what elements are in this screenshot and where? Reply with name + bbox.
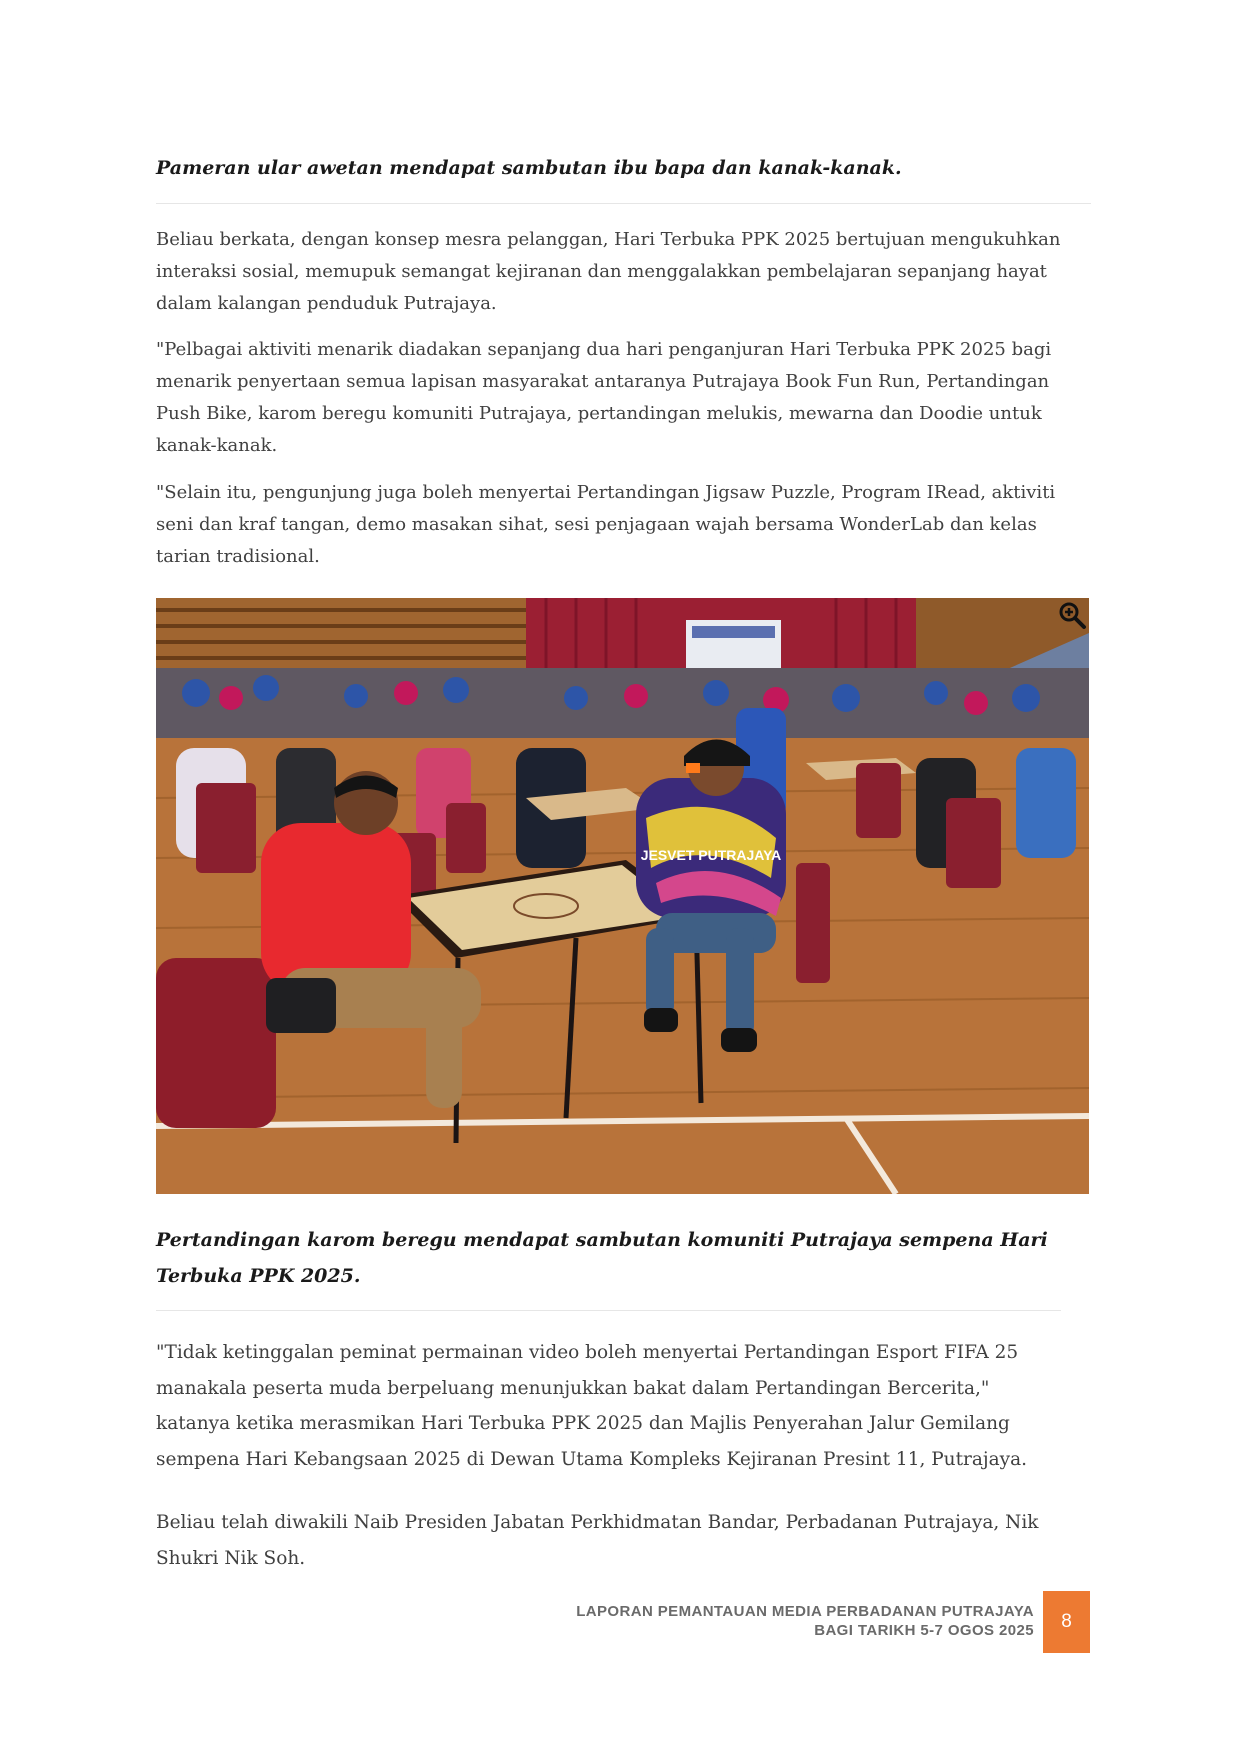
page-number: 8 [1043, 1591, 1090, 1653]
paragraph-1: Beliau berkata, dengan konsep mesra pelanggan, Hari Terbuka PPK 2025 bertujuan mengukuhkan interaksi sosial, memupuk semangat kejiranan dan menggalakkan pembelajaran sepanjang hayat dalam kalangan penduduk Putrajaya. [156, 229, 1061, 314]
paragraph-3: "Selain itu, pengunjung juga boleh menyertai Pertandingan Jigsaw Puzzle, Program IRead, aktiviti seni dan kraf tangan, demo masakan sihat, sesi penjagaan wajah bersama WonderLab dan kelas tarian tradisional. [156, 482, 1056, 567]
divider-bottom [156, 1310, 1061, 1311]
paragraph-5: Beliau telah diwakili Naib Presiden Jabatan Perkhidmatan Bandar, Perbadanan Putrajaya, Nik Shukri Nik Soh. [156, 1512, 1039, 1569]
photo-illustration [156, 598, 1089, 1194]
caption-top: Pameran ular awetan mendapat sambutan ibu bapa dan kanak-kanak. [156, 157, 902, 179]
paragraph-4: "Tidak ketinggalan peminat permainan video boleh menyertai Pertandingan Esport FIFA 25 manakala peserta muda berpeluang menunjukkan bakat dalam Pertandingan Bercerita," katanya ketika merasmikan Hari Terbuka PPK 2025 dan Majlis Penyerahan Jalur Gemilang sempena Hari Kebangsaan 2025 di Dewan Utama Kompleks Kejiranan Presint 11, Putrajaya. [156, 1342, 1028, 1470]
carrom-photo [156, 598, 1089, 1194]
magnifier-plus-icon[interactable] [1057, 600, 1087, 630]
divider-top [156, 203, 1091, 204]
footer-line-2: BAGI TARIKH 5-7 OGOS 2025 [814, 1622, 1034, 1639]
jersey-text: JESVET PUTRAJAYA [640, 847, 782, 863]
caption-photo: Pertandingan karom beregu mendapat sambutan komuniti Putrajaya sempena Hari Terbuka PPK 2025. [156, 1229, 1048, 1287]
footer-line-1: LAPORAN PEMANTAUAN MEDIA PERBADANAN PUTRAJAYA [576, 1603, 1034, 1620]
footer-report-title [576, 1602, 1034, 1640]
paragraph-2: "Pelbagai aktiviti menarik diadakan sepanjang dua hari penganjuran Hari Terbuka PPK 2025 bagi menarik penyertaan semua lapisan masyarakat antaranya Putrajaya Book Fun Run, Pertandingan Push Bike, karom beregu komuniti Putrajaya, pertandingan melukis, mewarna dan Doodie untuk kanak-kanak. [156, 339, 1052, 456]
